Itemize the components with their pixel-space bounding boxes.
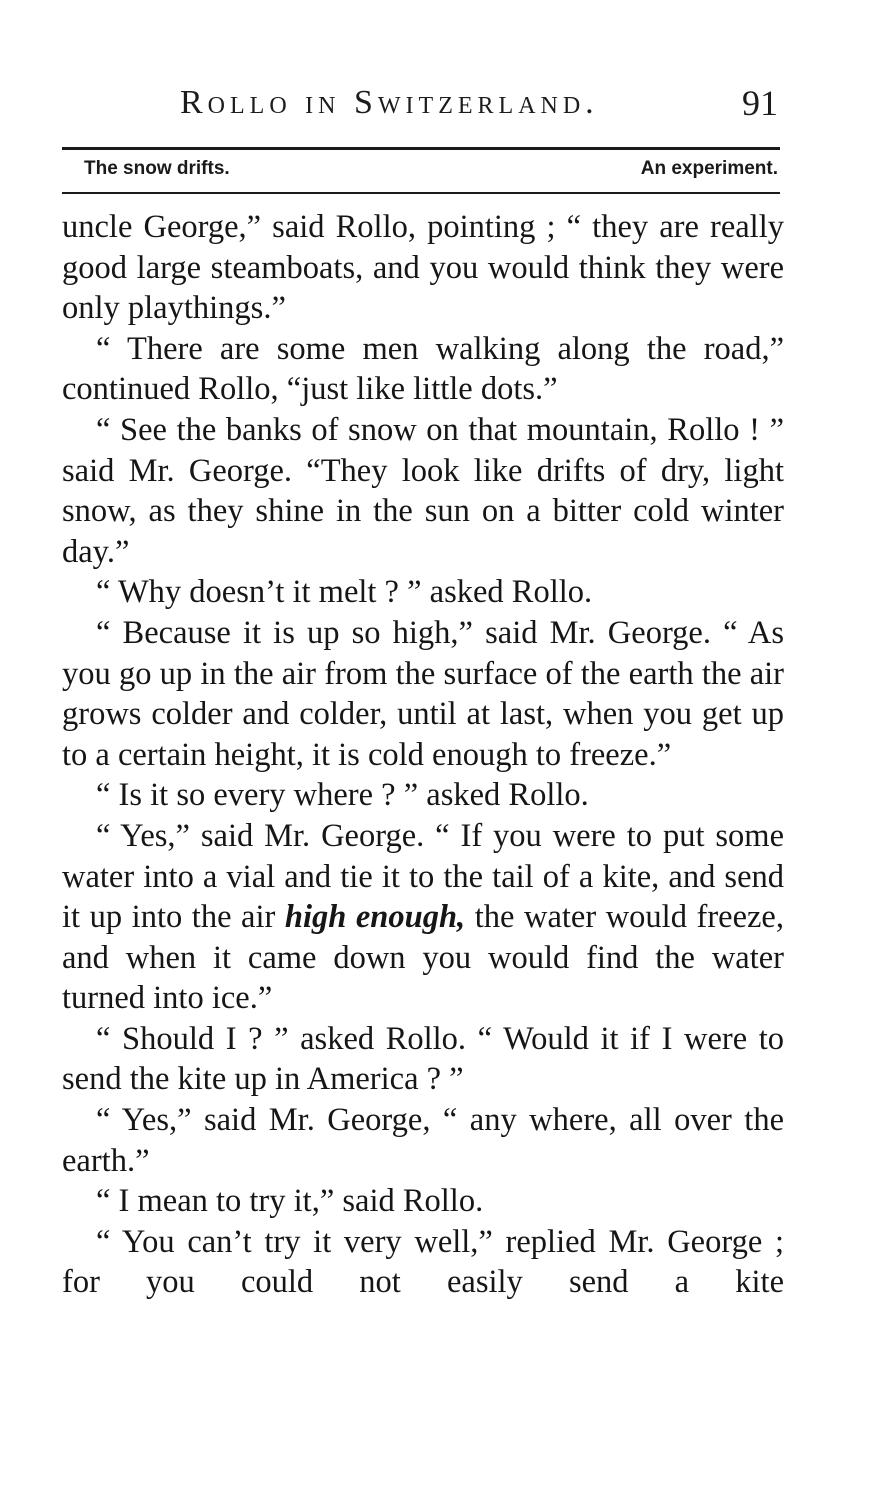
paragraph-text: “ Yes,” said Mr. George. “ If you were to put some water into a vial and tie it to the tail of a kite, and send it up into the air [62, 817, 784, 936]
subhead-right: An experiment. [640, 158, 778, 179]
running-head [62, 82, 780, 128]
paragraph: “ Is it so every where ? ” asked Rollo. [96, 777, 589, 814]
paragraph: “ See the banks of snow on that mountain, Rollo ! ” said Mr. George. “They look like drifts of dry, light snow, as they shine in the sun on a bitter cold winter day.” [62, 411, 784, 570]
section-subhead [62, 156, 780, 184]
running-title: Rollo in Switzerland. [180, 84, 599, 121]
paragraph: uncle George,” said Rollo, pointing ; “ they are really good large steamboats, and you would think they were only playthings.” [62, 209, 784, 327]
page-number: 91 [742, 83, 778, 123]
emphasized-phrase: high enough, [284, 899, 466, 936]
subhead-left: The snow drifts. [84, 158, 230, 179]
paragraph-text: the water would freeze, and when it came down you would find the water turned into ice.” [62, 899, 784, 1017]
paragraph: “ You can’t try it very well,” replied Mr. George ; for you could not easily send a kite [62, 1223, 784, 1301]
header-rule-top [62, 147, 780, 150]
paragraph: “ Why doesn’t it melt ? ” asked Rollo. [96, 574, 593, 611]
paragraph: “ Yes,” said Mr. George, “ any where, all over the earth.” [62, 1102, 784, 1179]
paragraph: “ I mean to try it,” said Rollo. [96, 1183, 484, 1220]
paragraph: “ Should I ? ” asked Rollo. “ Would it if I were to send the kite up in America ? ” [62, 1020, 784, 1098]
paragraph: “ Because it is up so high,” said Mr. George. “ As you go up in the air from the surface of the earth the air grows colder and colder, until at last, when you get up to a certain height, it is cold enough to freeze.” [62, 614, 784, 773]
body-text [62, 207, 784, 1303]
paragraph [62, 816, 784, 1019]
paragraph: “ There are some men walking along the road,” continued Rollo, “just like little dots.” [62, 330, 784, 408]
header-rule-bottom [62, 192, 780, 194]
